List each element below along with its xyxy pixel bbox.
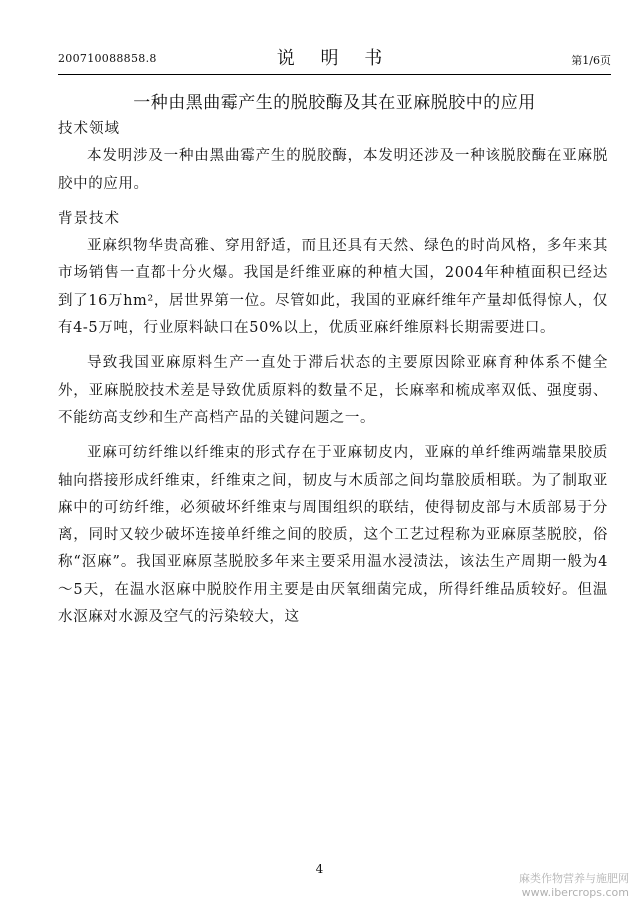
application-number: 200710088858.8 — [58, 52, 157, 65]
paragraph: 本发明涉及一种由黑曲霉产生的脱胶酶，本发明还涉及一种该脱胶酶在亚麻脱胶中的应用。 — [58, 148, 608, 192]
watermark-site-name: 麻类作物营养与施肥网 — [519, 872, 629, 885]
paragraph: 亚麻织物华贵高雅、穿用舒适，而且还具有天然、绿色的时尚风格，多年来其市场销售一直都十分火爆。我国是纤维亚麻的种植大国，2004年种植面积已经达到了16万hm²，居世界第一位。尽管如此，我国的亚麻纤维年产量却低得惊人，仅有4-5万吨，行业原料缺口在50%以上，优质亚麻纤维原料长期需要进口。 — [58, 238, 608, 337]
paragraph: 导致我国亚麻原料生产一直处于滞后状态的主要原因除亚麻育种体系不健全外，亚麻脱胶技术差是导致优质原料的数量不足，长麻率和梳成率双低、强度弱、不能纺高支纱和生产高档产品的关键问题之一。 — [58, 355, 608, 426]
document-title: 一种由黑曲霉产生的脱胶酶及其在亚麻脱胶中的应用 — [133, 93, 536, 113]
document-body — [58, 116, 608, 639]
watermark-url: www.ibercrops.com — [521, 886, 629, 899]
watermark — [519, 872, 629, 900]
page-number: 4 — [315, 862, 324, 876]
section-heading-background: 背景技术 — [58, 210, 120, 227]
page-header — [58, 44, 611, 72]
header-rule — [58, 74, 611, 75]
paragraph: 亚麻可纺纤维以纤维束的形式存在于亚麻韧皮内，亚麻的单纤维两端靠果胶质轴向搭接形成纤维束，纤维束之间，韧皮与木质部之间均靠胶质相联。为了制取亚麻中的可纺纤维，必须破坏纤维束与周围组织的联结，使得韧皮部与木质部易于分离，同时又较少破坏连接单纤维之间的胶质，这个工艺过程称为亚麻原茎脱胶，俗称“沤麻”。我国亚麻原茎脱胶多年来主要采用温水浸渍法，该法生产周期一般为4～5天，在温水沤麻中脱胶作用主要是由厌氧细菌完成，所得纤维品质较好。但温水沤麻对水源及空气的污染较大，这 — [58, 445, 608, 626]
section-heading-tech-field: 技术领域 — [58, 121, 120, 137]
page-indicator: 第1/6页 — [571, 54, 611, 67]
document-type: 说 明 书 — [276, 48, 393, 69]
